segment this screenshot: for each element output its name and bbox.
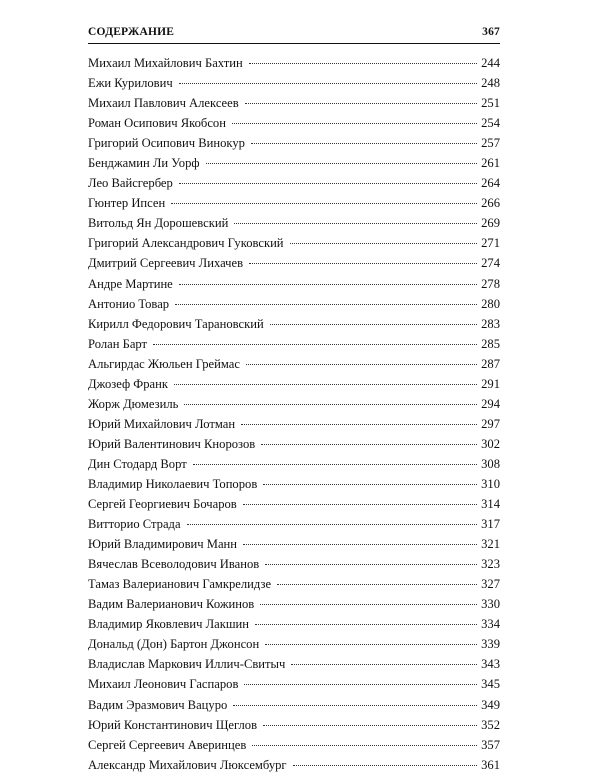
toc-entry-page: 321 xyxy=(481,537,500,552)
toc-entry xyxy=(88,554,500,574)
toc-entry-page: 251 xyxy=(481,96,500,111)
toc-entry-name: Дональд (Дон) Бартон Джонсон xyxy=(88,637,260,652)
toc-entry xyxy=(88,193,500,213)
dot-leader xyxy=(179,284,477,285)
toc-entry xyxy=(88,634,500,654)
toc-entry-page: 248 xyxy=(481,76,500,91)
toc-entry-page: 343 xyxy=(481,657,500,672)
dot-leader xyxy=(232,123,477,124)
toc-entry xyxy=(88,574,500,594)
dot-leader xyxy=(179,183,477,184)
toc-entry-name: Сергей Георгиевич Бочаров xyxy=(88,497,237,512)
toc-entry-page: 254 xyxy=(481,116,500,131)
toc-entry xyxy=(88,173,500,193)
toc-entry-page: 294 xyxy=(481,396,500,411)
toc-entry-name: Вадим Валерианович Кожинов xyxy=(88,597,255,612)
toc-entry-page: 291 xyxy=(481,376,500,391)
dot-leader xyxy=(255,624,477,625)
toc-entry-name: Антонио Товар xyxy=(88,296,170,311)
toc-entry-name: Юрий Владимирович Манн xyxy=(88,537,238,552)
toc-entry-name: Бенджамин Ли Уорф xyxy=(88,156,200,171)
toc-entry-page: 278 xyxy=(481,276,500,291)
toc-entry-name: Григорий Осипович Винокур xyxy=(88,136,245,151)
dot-leader xyxy=(246,364,477,365)
toc-entry-page: 287 xyxy=(481,356,500,371)
toc-entry-name: Вадим Эразмович Вацуро xyxy=(88,697,228,712)
toc-entry-name: Владимир Николаевич Топоров xyxy=(88,476,258,491)
toc-entry-page: 310 xyxy=(481,476,500,491)
toc-entry-page: 330 xyxy=(481,597,500,612)
toc-entry xyxy=(88,454,500,474)
dot-leader xyxy=(265,564,477,565)
toc-entry xyxy=(88,334,500,354)
toc-entry-page: 244 xyxy=(481,56,500,70)
toc-entry-name: Жорж Дюмезиль xyxy=(88,396,179,411)
toc-entry-name: Михаил Павлович Алексеев xyxy=(88,96,239,111)
toc-entry-page: 361 xyxy=(481,757,500,772)
dot-leader xyxy=(243,544,477,545)
header-title: СОДЕРЖАНИЕ xyxy=(88,26,175,38)
dot-leader xyxy=(270,324,477,325)
toc-entry-name: Гюнтер Ипсен xyxy=(88,196,166,211)
toc-entry-name: Юрий Константинович Щеглов xyxy=(88,717,258,732)
dot-leader xyxy=(263,725,477,726)
dot-leader xyxy=(234,223,477,224)
dot-leader xyxy=(260,604,477,605)
toc-entry xyxy=(88,374,500,394)
toc-entry-page: 302 xyxy=(481,436,500,451)
toc-entry xyxy=(88,614,500,634)
toc-entry-page: 285 xyxy=(481,336,500,351)
dot-leader xyxy=(174,384,477,385)
toc-entry-name: Александр Михайлович Люксембург xyxy=(88,757,287,772)
toc-entry xyxy=(88,594,500,614)
toc-entry xyxy=(88,474,500,494)
toc-entry xyxy=(88,314,500,334)
toc-entry xyxy=(88,354,500,374)
toc-entry-name: Кирилл Федорович Тарановский xyxy=(88,316,264,331)
toc-entry-page: 339 xyxy=(481,637,500,652)
toc-entry-name: Михаил Леонович Гаспаров xyxy=(88,677,239,692)
dot-leader xyxy=(244,684,477,685)
dot-leader xyxy=(251,143,477,144)
toc-entry xyxy=(88,654,500,674)
dot-leader xyxy=(261,444,477,445)
toc-entry-page: 264 xyxy=(481,176,500,191)
toc-entry xyxy=(88,93,500,113)
toc-entry xyxy=(88,755,500,775)
dot-leader xyxy=(263,484,477,485)
toc-entry-page: 269 xyxy=(481,216,500,231)
dot-leader xyxy=(171,203,477,204)
toc-entry xyxy=(88,394,500,414)
toc-entry-page: 280 xyxy=(481,296,500,311)
dot-leader xyxy=(293,765,477,766)
toc-entry-name: Владислав Маркович Иллич-Свитыч xyxy=(88,657,286,672)
toc-entry-name: Дмитрий Сергеевич Лихачев xyxy=(88,256,244,271)
toc-entry-page: 274 xyxy=(481,256,500,271)
toc-entry-page: 266 xyxy=(481,196,500,211)
toc-entry-name: Андре Мартине xyxy=(88,276,173,291)
toc-entry-name: Витольд Ян Дорошевский xyxy=(88,216,229,231)
toc-entry-page: 283 xyxy=(481,316,500,331)
toc-entry-name: Михаил Михайлович Бахтин xyxy=(88,56,243,70)
toc-entry-name: Вячеслав Всеволодович Иванов xyxy=(88,557,260,572)
toc-entry-name: Роман Осипович Якобсон xyxy=(88,116,226,131)
header-page-number: 367 xyxy=(482,26,500,38)
toc-entry-page: 352 xyxy=(481,717,500,732)
running-header xyxy=(88,26,500,42)
toc-entry-page: 349 xyxy=(481,697,500,712)
toc-entry-page: 345 xyxy=(481,677,500,692)
toc-entry xyxy=(88,534,500,554)
toc-entry-name: Ролан Барт xyxy=(88,336,148,351)
toc-entry xyxy=(88,213,500,233)
toc-entry xyxy=(88,274,500,294)
dot-leader xyxy=(233,705,477,706)
toc-entry xyxy=(88,294,500,314)
dot-leader xyxy=(245,103,477,104)
toc-entry-page: 271 xyxy=(481,236,500,251)
toc-entry-name: Альгирдас Жюльен Греймас xyxy=(88,356,240,371)
toc-entry-page: 357 xyxy=(481,737,500,752)
dot-leader xyxy=(187,524,477,525)
toc-entry-page: 257 xyxy=(481,136,500,151)
toc-entry xyxy=(88,715,500,735)
toc-entry-name: Джозеф Франк xyxy=(88,376,168,391)
toc-entry-page: 334 xyxy=(481,617,500,632)
toc-entry xyxy=(88,233,500,253)
toc-entry xyxy=(88,133,500,153)
toc-entry-page: 261 xyxy=(481,156,500,171)
dot-leader xyxy=(153,344,477,345)
toc-entry-page: 314 xyxy=(481,497,500,512)
toc-entry xyxy=(88,494,500,514)
dot-leader xyxy=(184,404,477,405)
toc-entry-name: Лео Вайсгербер xyxy=(88,176,173,191)
toc-entry-page: 323 xyxy=(481,557,500,572)
toc-entry xyxy=(88,53,500,73)
toc-entry-name: Григорий Александрович Гуковский xyxy=(88,236,284,251)
toc-entry xyxy=(88,73,500,93)
dot-leader xyxy=(179,83,477,84)
toc-entry-name: Владимир Яковлевич Лакшин xyxy=(88,617,250,632)
dot-leader xyxy=(291,664,477,665)
toc-entry xyxy=(88,153,500,173)
toc-entry-name: Витторио Страда xyxy=(88,517,181,532)
dot-leader xyxy=(243,504,477,505)
toc-entry-name: Сергей Сергеевич Аверинцев xyxy=(88,737,247,752)
toc-entry-page: 327 xyxy=(481,577,500,592)
toc-entry-page: 317 xyxy=(481,517,500,532)
toc-entry-name: Юрий Михайлович Лотман xyxy=(88,416,236,431)
dot-leader xyxy=(265,644,477,645)
toc-entry-name: Ежи Курилович xyxy=(88,76,173,91)
toc-entry xyxy=(88,414,500,434)
dot-leader xyxy=(175,304,477,305)
header-rule xyxy=(88,43,500,44)
toc-entry-name: Тамаз Валерианович Гамкрелидзе xyxy=(88,577,272,592)
dot-leader xyxy=(241,424,477,425)
toc-entry xyxy=(88,113,500,133)
toc-entry xyxy=(88,253,500,273)
dot-leader xyxy=(249,263,477,264)
toc-entry xyxy=(88,434,500,454)
toc-entry-name: Юрий Валентинович Кнорозов xyxy=(88,436,256,451)
toc-entry xyxy=(88,695,500,715)
table-of-contents xyxy=(88,53,500,775)
toc-entry xyxy=(88,674,500,694)
dot-leader xyxy=(193,464,477,465)
toc-entry xyxy=(88,735,500,755)
toc-entry xyxy=(88,514,500,534)
toc-entry-name: Дин Стодард Ворт xyxy=(88,456,187,471)
dot-leader xyxy=(277,584,477,585)
toc-entry-page: 308 xyxy=(481,456,500,471)
dot-leader xyxy=(206,163,477,164)
dot-leader xyxy=(252,745,477,746)
dot-leader xyxy=(249,63,477,64)
toc-entry-page: 297 xyxy=(481,416,500,431)
dot-leader xyxy=(290,243,477,244)
